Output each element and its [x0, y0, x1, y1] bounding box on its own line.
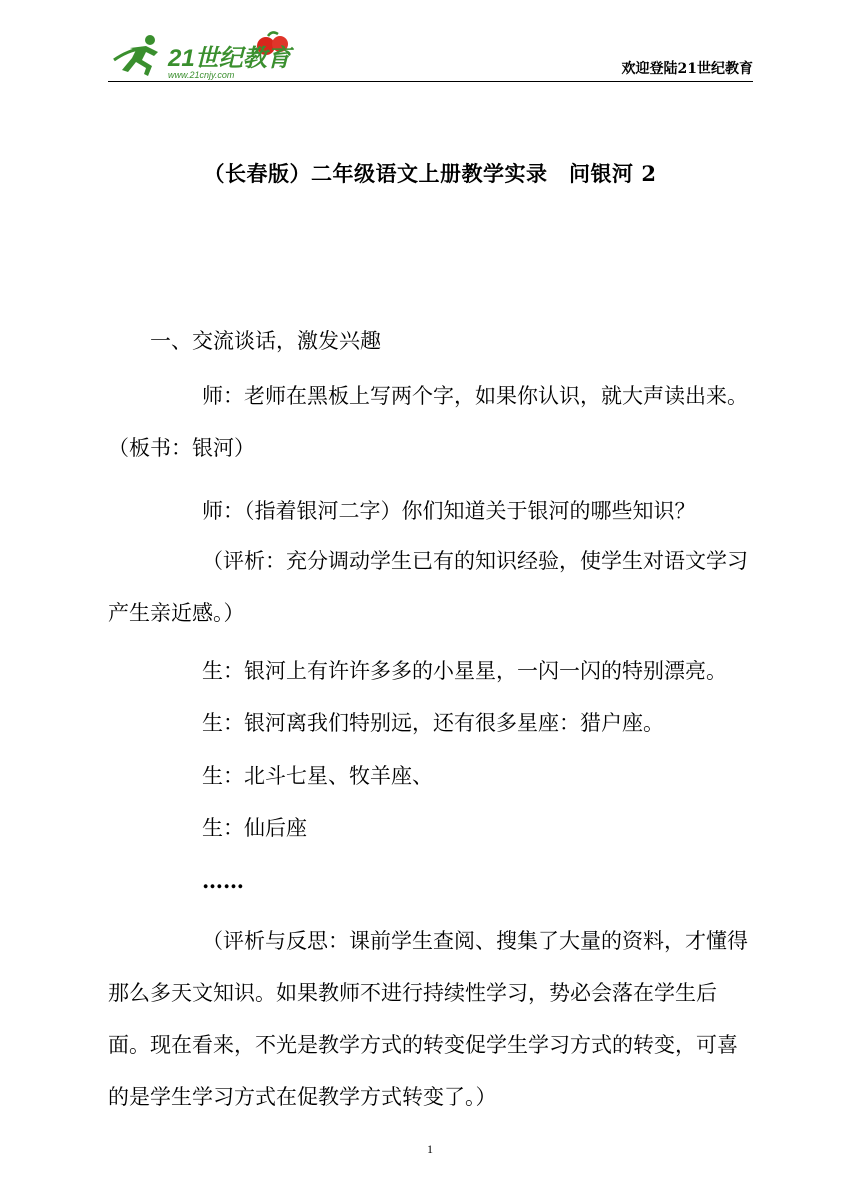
paragraph: 师：（指着银河二字）你们知道关于银河的哪些知识？ — [202, 499, 696, 523]
paragraph: 师：老师在黑板上写两个字，如果你认识，就大声读出来。（板书：银河） — [108, 384, 748, 460]
section-heading: 一、交流谈话，激发兴趣 — [150, 329, 381, 353]
logo-text: 21世纪教育 — [168, 45, 291, 72]
page-header — [108, 30, 753, 82]
runner-figure-icon — [114, 35, 158, 76]
ellipsis: …… — [202, 868, 244, 893]
site-welcome-text: 欢迎登陆21世纪教育 — [621, 61, 753, 77]
paragraph: 生：银河离我们特别远，还有很多星座：猎户座。 — [202, 711, 664, 735]
header-divider — [108, 81, 753, 82]
21cnjy-logo — [108, 30, 308, 82]
paragraph: 生：北斗七星、牧羊座、 — [202, 764, 433, 788]
paragraph: （评析与反思：课前学生查阅、搜集了大量的资料，才懂得那么多天文知识。如果教师不进行持续性学习，势必会落在学生后面。现在看来，不光是教学方式的转变促学生学习方式的转变，可喜的是学生学习方式在促教学方式转变了。） — [108, 929, 748, 1109]
paragraph: 生：仙后座 — [202, 816, 307, 840]
document-title: （长春版）二年级语文上册教学实录 问银河 2 — [203, 161, 657, 186]
paragraph: 生：银河上有许许多多的小星星，一闪一闪的特别漂亮。 — [202, 659, 727, 683]
paragraph: （评析：充分调动学生已有的知识经验，使学生对语文学习产生亲近感。） — [108, 549, 748, 625]
logo-url-text: www.21cnjy.com — [168, 70, 235, 80]
page-number: 1 — [427, 1142, 433, 1156]
